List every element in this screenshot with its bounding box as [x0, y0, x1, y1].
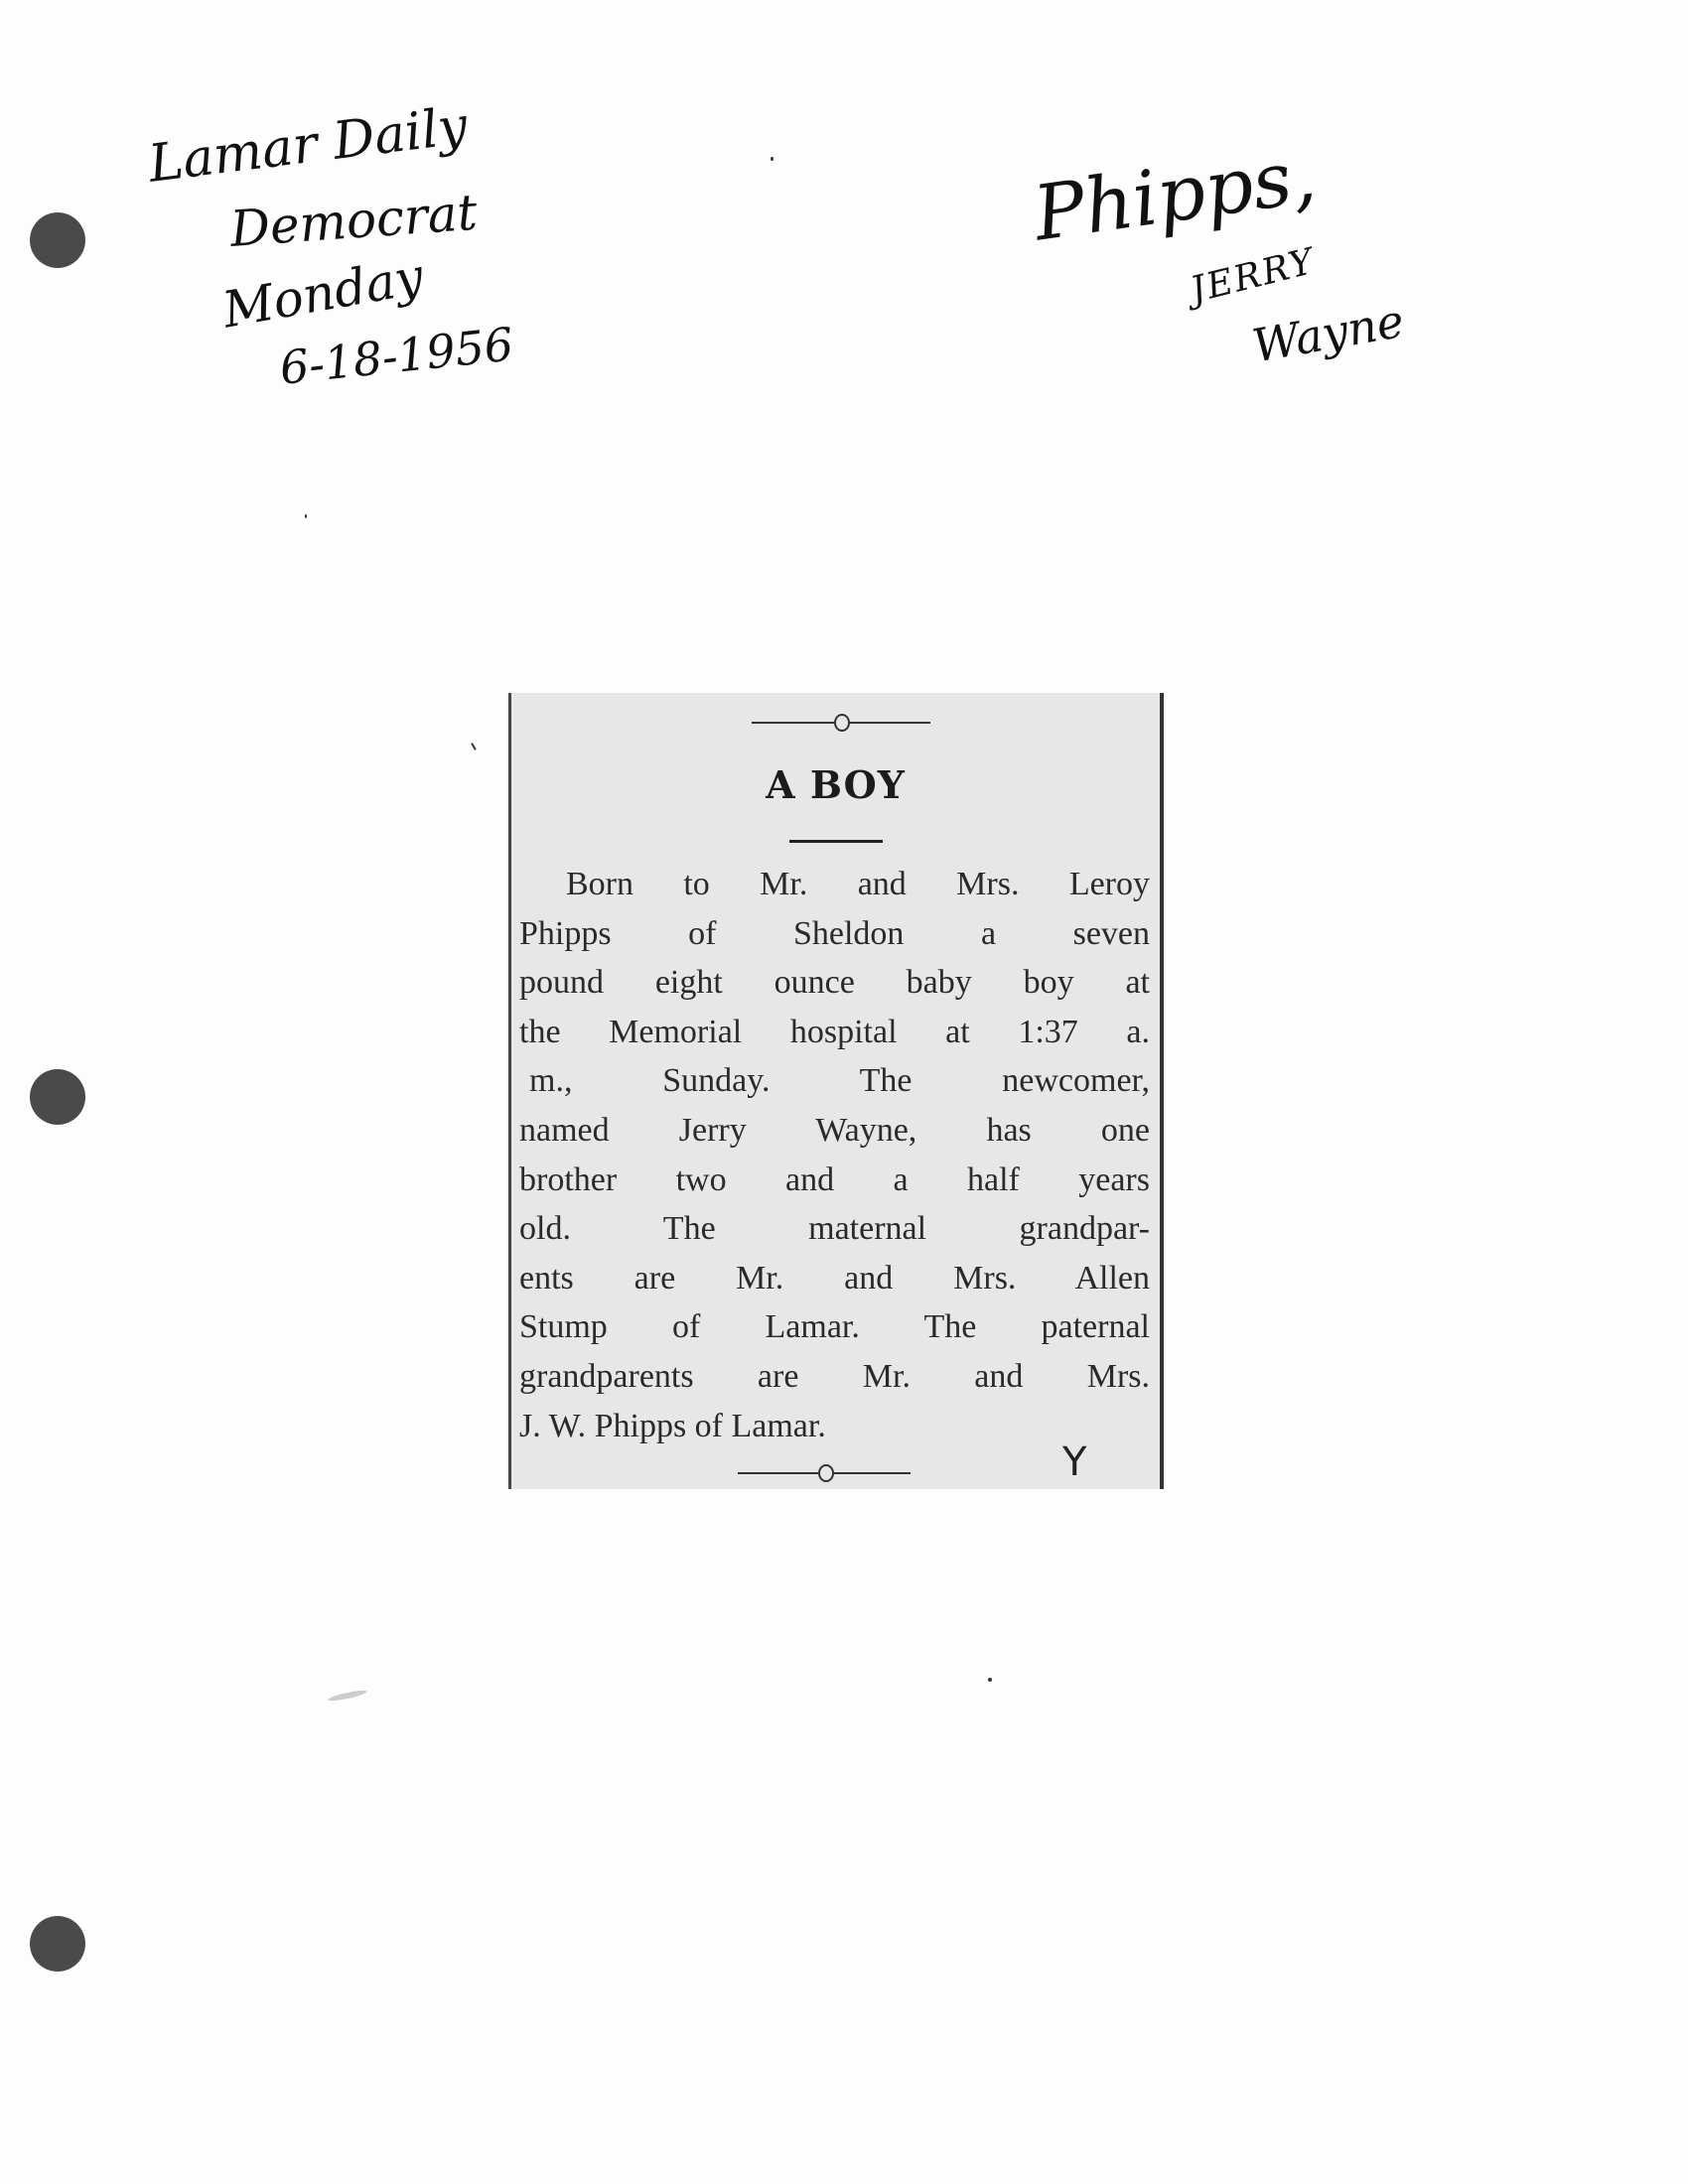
headline-underline	[789, 840, 883, 843]
handwritten-weekday: Monday	[217, 247, 428, 340]
handwritten-surname: Phipps,	[1028, 130, 1322, 258]
handwritten-date: 6-18-1956	[277, 317, 516, 395]
scan-speck	[305, 514, 307, 518]
clipping-line: old. The maternal grandpar-	[519, 1210, 1150, 1248]
clipping-line: named Jerry Wayne, has one	[519, 1111, 1150, 1149]
clipping-line: Stump of Lamar. The paternal	[519, 1308, 1150, 1346]
clipping-headline: A BOY	[766, 762, 906, 807]
scan-speck	[471, 743, 477, 751]
scan-speck	[771, 157, 774, 161]
clipping-top-ornament	[834, 714, 850, 732]
handwritten-middle-name: Wayne	[1248, 293, 1408, 373]
clipping-line: J. W. Phipps of Lamar.	[519, 1407, 826, 1444]
clipping-bottom-ornament	[818, 1464, 834, 1482]
punch-hole-top	[30, 212, 85, 268]
scan-speck	[328, 1689, 367, 1703]
clipping-line: Born to Mr. and Mrs. Leroy	[566, 866, 1150, 902]
clipping-check-mark: Y	[1062, 1439, 1087, 1485]
clipping-line: m., Sunday. The newcomer,	[529, 1062, 1150, 1100]
scan-speck	[988, 1678, 992, 1682]
clipping-line: grandparents are Mr. and Mrs.	[519, 1357, 1150, 1395]
clipping-line: pound eight ounce baby boy at	[519, 964, 1150, 1002]
clipping-line: brother two and a half years	[519, 1160, 1150, 1198]
clipping-body	[519, 860, 1150, 1450]
handwritten-newspaper-name-line2: Democrat	[227, 183, 480, 258]
clipping-line: the Memorial hospital at 1:37 a.	[519, 1013, 1150, 1050]
clipping-line: Phipps of Sheldon a seven	[519, 914, 1150, 952]
handwritten-newspaper-name-line1: Lamar Daily	[145, 95, 471, 195]
clipping-line: ents are Mr. and Mrs. Allen	[519, 1259, 1150, 1297]
handwritten-first-name: JERRY	[1186, 240, 1320, 312]
punch-hole-bottom	[30, 1916, 85, 1972]
punch-hole-middle	[30, 1069, 85, 1125]
newspaper-clipping	[508, 693, 1164, 1489]
